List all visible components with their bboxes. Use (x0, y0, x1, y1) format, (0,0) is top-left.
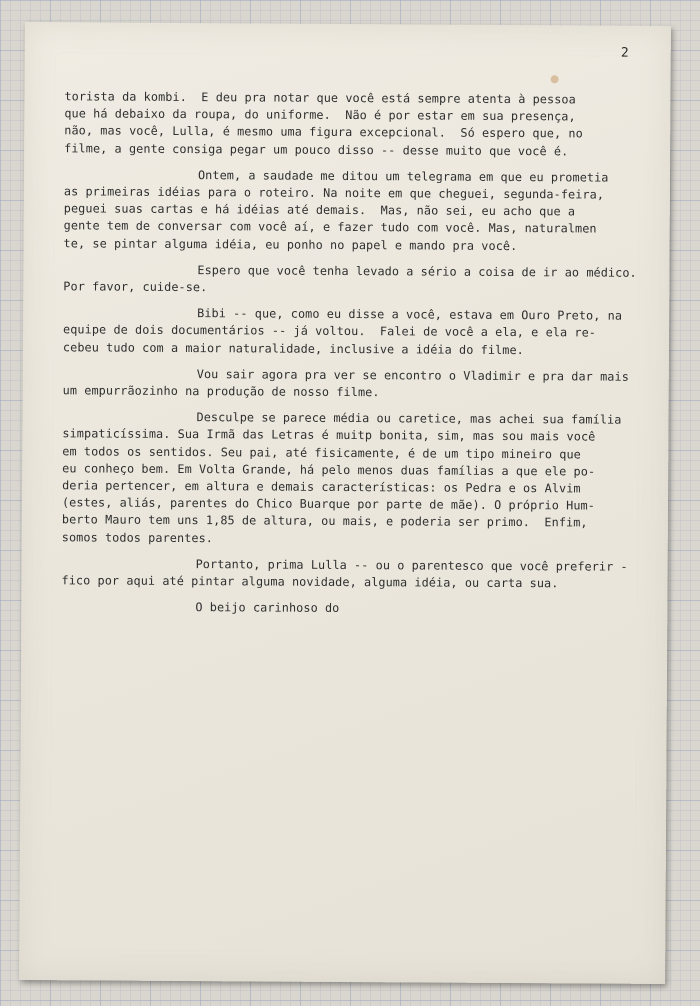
text-line: eu conheço bem. Em Volta Grande, há pelo menos duas famílias a que ele po- (62, 461, 596, 479)
text-line: em todos os sentidos. Seu pai, até fisicamente, é de um tipo mineiro que (62, 443, 581, 462)
text-line: (estes, aliás, parentes do Chico Buarque por parte de mãe). O próprio Hum- (61, 495, 596, 513)
paragraph-2 (64, 166, 645, 256)
text-line: que há debaixo da roupa, do uniforme. Não é por estar em sua presença, (64, 106, 576, 124)
paragraph-3 (63, 261, 643, 299)
text-line: um empurrãozinho na produção de nosso filme. (62, 383, 380, 400)
text-line: Ontem, a saudade me ditou um telegrama em que eu prometia (197, 167, 609, 185)
text-line: equipe de dois documentários -- já voltou. Falei de você a ela, e ela re- (63, 322, 597, 340)
text-line: fico por aqui até pintar alguma novidade, alguma idéia, ou carta sua. (61, 573, 559, 591)
text-line: Portanto, prima Lulla -- ou o parentesco que você preferir - (195, 556, 628, 574)
text-line: berto Mauro tem uns 1,85 de altura, ou mais, e poderia ser primo. Enfim, (61, 512, 588, 530)
text-line: deria pertencer, em altura e demais características: os Pedra e os Alvim (62, 478, 581, 496)
text-line: Por favor, cuide-se. (63, 279, 208, 295)
text-line: gente tem de conversar com você aí, e fazer tudo com você. Mas, naturalmen (63, 218, 597, 236)
closing (61, 599, 641, 620)
closing-line: O beijo carinhoso do (195, 600, 340, 616)
letter-body (61, 88, 644, 628)
text-line: peguei suas cartas e há idéias até demais. Mas, não sei, eu acho que a (63, 201, 576, 219)
paragraph-4 (63, 305, 643, 360)
text-line: Bibi -- que, como eu disse a você, estava em Ouro Preto, na (197, 306, 623, 323)
paper-stain (551, 75, 559, 83)
text-line: filme, a gente consiga pegar um pouco disso -- desse muito que você é. (64, 140, 569, 158)
text-line: Vou sair agora pra ver se encontro o Vladimir e pra dar mais (196, 366, 629, 384)
text-line: cebeu tudo com a maior naturalidade, inclusive a idéia do filme. (62, 339, 524, 357)
text-line: simpaticíssima. Sua Irmã das Letras é muitp bonita, sim, mas sou mais você (62, 426, 596, 444)
page-number: 2 (620, 45, 629, 61)
text-line: te, se pintar alguma idéia, eu ponho no papel e mando pra você. (63, 235, 518, 253)
paragraph-1 (64, 88, 644, 160)
text-line: as primeiras idéias para o roteiro. Na noite em que cheguei, segunda-feira, (63, 184, 605, 202)
typewritten-page (19, 22, 671, 984)
text-line: somos todos parentes. (61, 529, 214, 545)
text-line: Espero que você tenha levado a sério a coisa de ir ao médico. (197, 262, 637, 280)
paragraph-7 (61, 555, 641, 593)
text-line: torista da kombi. E deu pra notar que você está sempre atenta à pessoa (64, 89, 576, 107)
text-line: Desculpe se parece média ou caretice, mas achei sua família (196, 410, 622, 427)
paragraph-5 (63, 365, 643, 403)
paragraph-6 (62, 409, 643, 550)
text-line: não, mas você, Lulla, é mesmo uma figura excepcional. Só espero que, no (64, 123, 583, 141)
